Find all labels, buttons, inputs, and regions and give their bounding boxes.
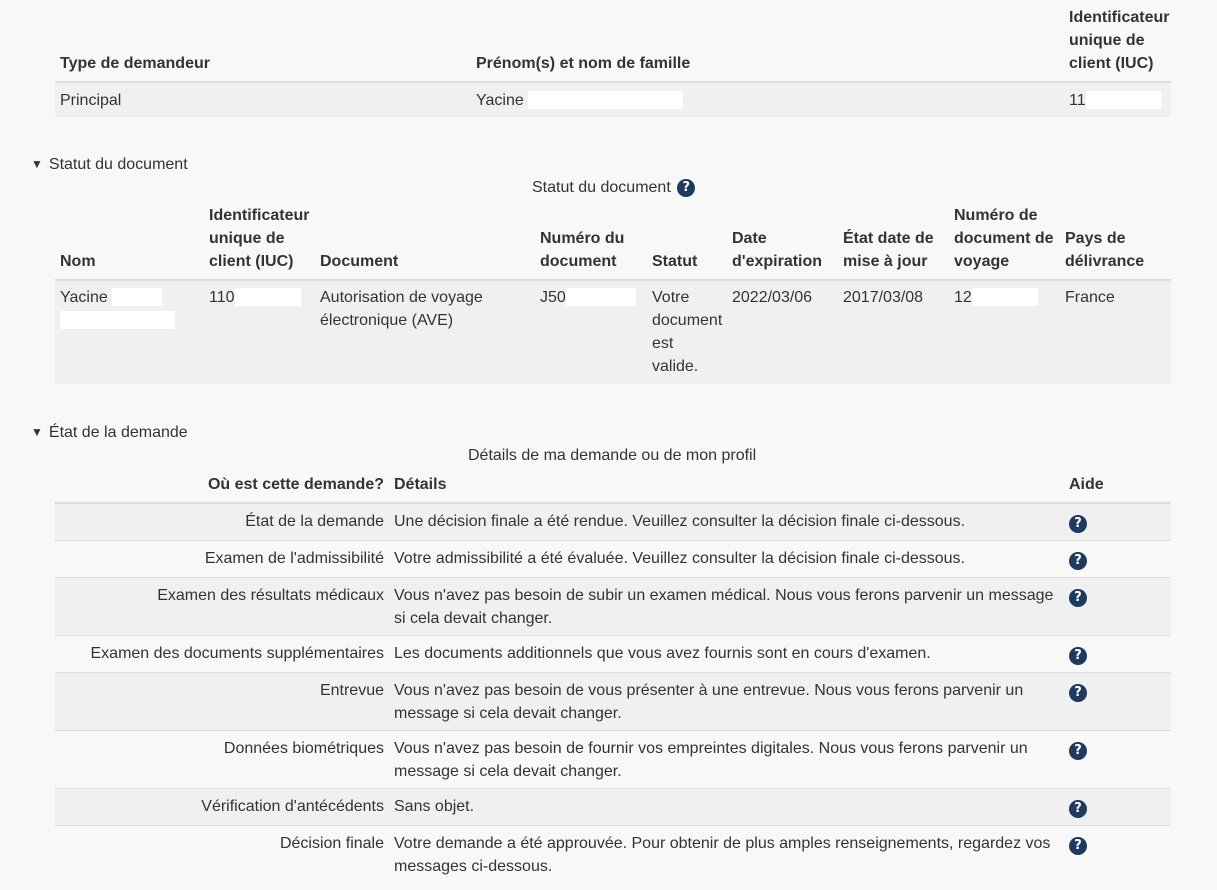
state-help-header: Aide [1069,476,1104,493]
state-where-header: Où est cette demande? [207,476,384,493]
doc-status-toggle[interactable]: ▼ Statut du document [31,156,188,173]
applicant-row [55,82,1171,117]
state-row-additional-docs [55,636,1171,673]
state-help [1059,503,1171,541]
doc-country-header: Pays de délivrance [1065,230,1145,270]
state-detail: Les documents additionnels que vous avez fournis sont en cours d'examen. [394,645,931,662]
question-circle-icon[interactable]: ? [1069,552,1087,570]
applicant-name: Yacine [471,82,1059,117]
applicant-name-header: Prénom(s) et nom de famille [476,55,691,72]
state-label: Examen de l'admissibilité [204,550,384,567]
redaction [60,311,175,329]
question-circle-icon[interactable]: ? [1069,742,1087,760]
state-details-header: Détails [394,476,447,493]
question-circle-icon[interactable]: ? [1069,647,1087,665]
redaction [528,91,683,109]
state-row-medical [55,578,1171,636]
state-header-row [55,473,1171,503]
state-detail: Votre demande a été approuvée. Pour obtenir de plus amples renseignements, regardez vos messages ci-dessous. [394,835,1051,875]
doc-header-row [55,203,1171,280]
doc-row [55,280,1171,384]
state-detail: Votre admissibilité a été évaluée. Veuillez consulter la décision finale ci-dessous. [394,550,965,567]
application-state-toggle[interactable]: ▼ État de la demande [31,424,188,441]
applicant-uci: 11 [1059,82,1171,117]
doc-expiry: 2022/03/06 [732,289,813,306]
state-row-application [55,503,1171,541]
doc-travel-doc-header: Numéro de document de voyage [954,207,1054,270]
state-row-biometrics [55,731,1171,789]
state-label: Vérification d'antécédents [201,798,384,815]
doc-number: J50 [535,280,647,384]
applicant-table [55,0,1171,117]
doc-updated-header: État date de mise à jour [843,230,934,270]
question-circle-icon[interactable]: ? [677,179,695,197]
doc-travel-doc: 12 [949,280,1060,384]
question-circle-icon[interactable]: ? [1069,684,1087,702]
doc-status: Votre document est valide. [652,289,723,375]
state-help [1059,789,1171,826]
doc-name: Yacine [55,280,204,384]
state-row-admissibility [55,541,1171,578]
doc-expiry-header: Date d'expiration [732,230,823,270]
redaction [112,288,162,306]
doc-number-header: Numéro du document [540,230,625,270]
state-help [1059,731,1171,789]
state-detail: Une décision finale a été rendue. Veuillez consulter la décision finale ci-dessous. [394,513,966,530]
question-circle-icon[interactable]: ? [1069,837,1087,855]
state-row-interview [55,673,1171,731]
applicant-type: Principal [60,92,122,109]
state-detail: Vous n'avez pas besoin de subir un examen médical. Nous vous ferons parvenir un message si cela devait changer. [394,587,1054,627]
application-details-caption: Détails de ma demande ou de mon profil [468,447,757,464]
state-label: État de la demande [245,513,384,530]
question-circle-icon[interactable]: ? [1069,515,1087,533]
document-status-table [55,203,1171,384]
state-help [1059,826,1171,884]
redaction [566,288,636,306]
state-label: Examen des documents supplémentaires [90,645,384,662]
state-detail: Vous n'avez pas besoin de fournir vos empreintes digitales. Nous vous ferons parvenir un message si cela devait changer. [394,740,1028,780]
state-help [1059,636,1171,673]
state-label: Entrevue [319,682,384,699]
state-detail: Vous n'avez pas besoin de vous présenter à une entrevue. Nous vous ferons parvenir un message si cela devait changer. [394,682,1024,722]
application-state-table [55,473,1171,883]
state-row-background [55,789,1171,826]
applicant-uci-header: Identificateur unique de client (IUC) [1069,9,1170,72]
doc-uci: 110 [204,280,315,384]
state-row-final-decision [55,826,1171,884]
applicant-type-header: Type de demandeur [60,55,210,72]
redaction [235,288,301,306]
doc-country: France [1065,289,1115,306]
redaction [1086,91,1161,109]
state-help [1059,578,1171,636]
doc-name-header: Nom [60,253,96,270]
doc-status-header: Statut [652,253,698,270]
state-label: Décision finale [279,835,384,852]
doc-document-header: Document [320,253,399,270]
question-circle-icon[interactable]: ? [1069,589,1087,607]
applicant-header-row [55,0,1171,82]
state-label: Données biométriques [223,740,384,757]
doc-updated: 2017/03/08 [843,289,924,306]
triangle-down-icon: ▼ [31,425,43,439]
triangle-down-icon: ▼ [31,157,43,171]
redaction [972,288,1038,306]
state-help [1059,673,1171,731]
doc-uci-header: Identificateur unique de client (IUC) [209,207,310,270]
state-label: Examen des résultats médicaux [157,587,384,604]
state-help [1059,541,1171,578]
state-detail: Sans objet. [394,798,475,815]
question-circle-icon[interactable]: ? [1069,800,1087,818]
doc-document: Autorisation de voyage électronique (AVE) [320,289,483,329]
doc-status-caption: Statut du document ? [532,178,695,198]
